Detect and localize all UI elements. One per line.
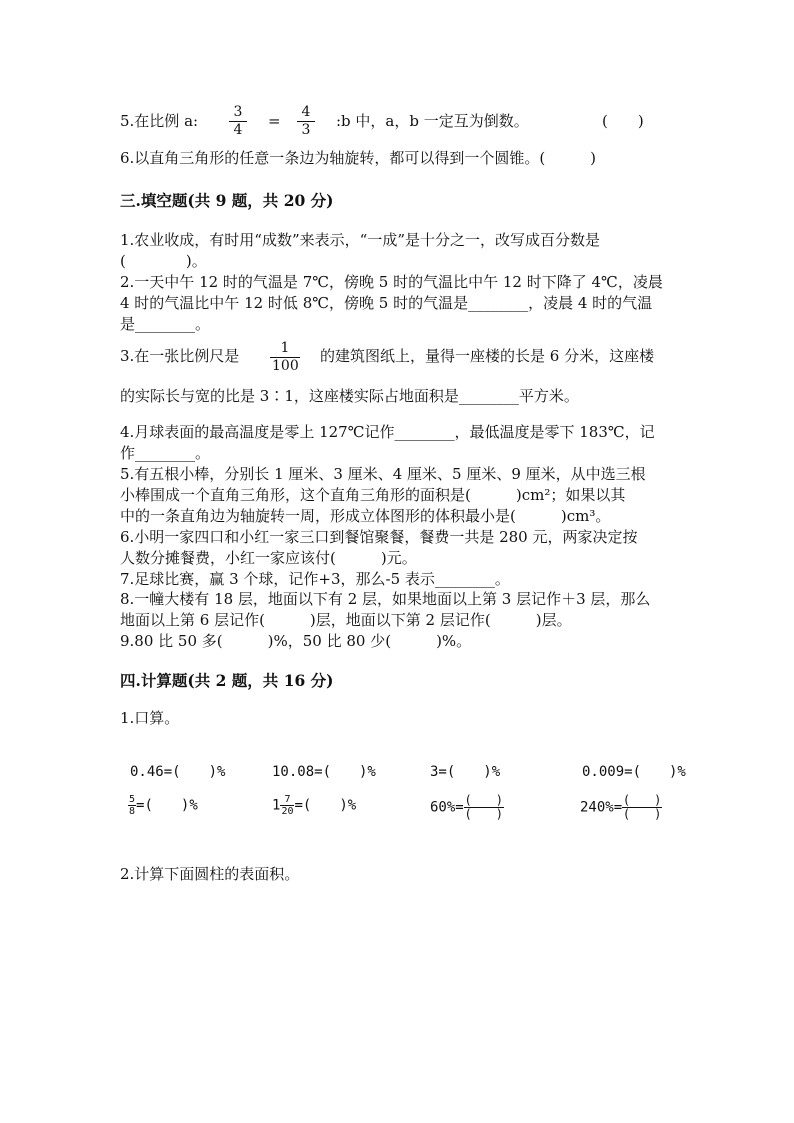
judge-q5-suffix: :b 中，a，b 一定互为倒数。 xyxy=(336,112,529,130)
fill-q2-line-3: 是________。 xyxy=(120,315,211,333)
judge-q5-fraction-2: $\frac{4}{3}$ xyxy=(297,104,315,139)
fill-q3-line-2: 的实际长与宽的比是 3∶1，这座楼实际占地面积是________平方米。 xyxy=(120,387,579,405)
fill-q8-line-2: 地面以上第 6 层记作( )层，地面以下第 2 层记作( )层。 xyxy=(120,611,572,629)
section-4-title: 四.计算题(共 2 题，共 16 分) xyxy=(120,671,334,690)
fill-q9: 9.80 比 50 多( )%，50 比 80 少( )%。 xyxy=(120,632,472,650)
oral-calc-r2-c2-fraction: $\frac{7}{20}$ xyxy=(281,794,294,817)
fill-q8-line-1: 8.一幢大楼有 18 层，地面以下有 2 层，如果地面以上第 3 层记作＋3 层，那么 xyxy=(120,590,651,608)
calc-q1-title: 1.口算。 xyxy=(120,709,180,727)
fill-q6-line-1: 6.小明一家四口和小红一家三口到餐馆聚餐，餐费一共是 280 元，两家决定按 xyxy=(120,528,638,546)
fill-q5-line-3: 中的一条直角边为轴旋转一周，形成立体图形的体积最小是( )cm³。 xyxy=(120,507,611,525)
fill-q7: 7.足球比赛，赢 3 个球，记作+3，那么-5 表示________。 xyxy=(120,570,510,588)
fill-q5-line-2: 小棒围成一个直角三角形，这个直角三角形的面积是( )cm²；如果以其 xyxy=(120,486,626,504)
oral-calc-r1-c3: 3=( )% xyxy=(430,764,501,780)
oral-calc-r2-c3-fraction: $\frac{( )}{( )}$ xyxy=(464,793,503,821)
fill-q1-line-1: 1.农业收成，有时用“成数”来表示，“一成”是十分之一，改写成百分数是 xyxy=(120,231,600,249)
calc-q2-title: 2.计算下面圆柱的表面积。 xyxy=(120,865,300,883)
fill-q6-line-2: 人数分摊餐费，小红一家应该付( )元。 xyxy=(120,549,417,567)
fill-q5-line-1: 5.有五根小棒，分别长 1 厘米、3 厘米、4 厘米、5 厘米、9 厘米，从中选三根 xyxy=(120,465,646,483)
judge-q6: 6.以直角三角形的任意一条边为轴旋转，都可以得到一个圆锥。( ) xyxy=(120,149,597,167)
judge-q5-fraction-1: $\frac{3}{4}$ xyxy=(229,104,247,139)
oral-calc-r1-c4: 0.009=( )% xyxy=(582,764,686,780)
oral-calc-r2-c4-fraction: $\frac{( )}{( )}$ xyxy=(622,793,662,821)
oral-calc-r1-c2: 10.08=( )% xyxy=(272,764,376,780)
oral-calc-r2-c2: 1 $\frac{7}{20}$ =( )% xyxy=(272,794,357,817)
judge-q5 xyxy=(120,111,198,132)
oral-calc-r2-c3: 60%= $\frac{( )}{( )}$ xyxy=(430,793,503,821)
fill-q2-line-2: 4 时的气温比中午 12 时低 8℃，傍晚 5 时的气温是________，凌晨 4 时的气温 xyxy=(120,294,653,312)
judge-q5-answer-paren: ( ) xyxy=(602,112,644,130)
oral-calc-r2-c1-fraction: $\frac{5}{8}$ xyxy=(129,794,136,817)
fill-q4-line-1: 4.月球表面的最高温度是零上 127℃记作________，最低温度是零下 183℃，记 xyxy=(120,423,655,441)
oral-calc-r1-c1: 0.46=( )% xyxy=(130,764,226,780)
fill-q3-scale-fraction: $\frac{1}{100}$ xyxy=(272,340,299,374)
oral-calc-r2-c4: 240%= $\frac{( )}{( )}$ xyxy=(580,793,662,821)
fill-q4-line-2: 作________。 xyxy=(120,444,211,462)
section-3-title: 三.填空题(共 9 题，共 20 分) xyxy=(120,191,334,210)
fill-q1-line-2: ( )。 xyxy=(120,252,207,270)
judge-q5-prefix: 5.在比例 a: xyxy=(120,112,199,130)
fill-q3-prefix: 3.在一张比例尺是 xyxy=(120,347,240,365)
oral-calc-r2-c1: $\frac{5}{8}$ =( )% xyxy=(129,794,198,817)
fill-q3-suffix: 的建筑图纸上，量得一座楼的长是 6 分米，这座楼 xyxy=(320,347,655,365)
fill-q2-line-1: 2.一天中午 12 时的气温是 7℃，傍晚 5 时的气温比中午 12 时下降了 4℃，凌晨 xyxy=(120,273,663,291)
judge-q5-equals: = xyxy=(268,112,281,130)
